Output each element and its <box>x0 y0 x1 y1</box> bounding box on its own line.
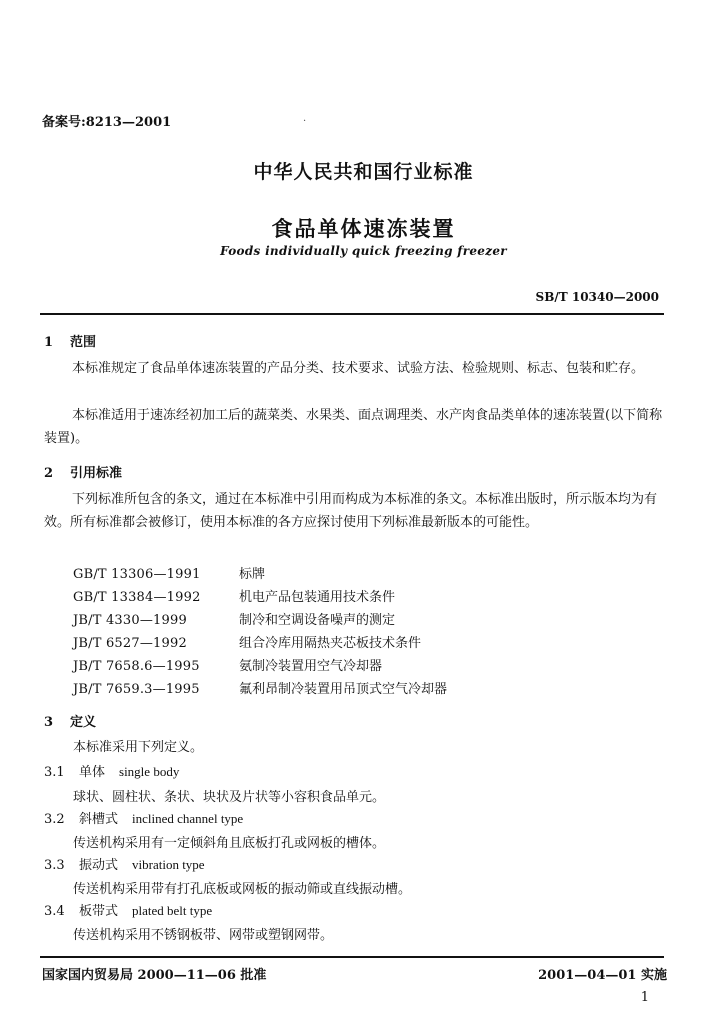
section-3-intro: 本标准采用下列定义。 <box>73 740 204 755</box>
reference-item: JB/T 6527—1992 组合冷库用隔热夹芯板技术条件 <box>73 636 422 651</box>
reference-item: JB/T 4330—1999 制冷和空调设备噪声的测定 <box>73 613 396 628</box>
definition-term: 3.1 单体 single body <box>44 764 180 780</box>
definition-body: 传送机构采用带有打孔底板或网板的振动筛或直线振动槽。 <box>73 882 412 897</box>
section-title: 范围 <box>70 335 97 350</box>
section-title: 定义 <box>70 715 97 730</box>
document-title-english: Foods individually quick freezing freezer <box>220 244 507 258</box>
document-title: 食品单体速冻装置 <box>271 216 456 241</box>
definition-term: 3.3 振动式 vibration type <box>44 857 205 873</box>
reference-item: GB/T 13384—1992 机电产品包装通用技术条件 <box>73 590 396 605</box>
definition-term: 3.2 斜槽式 inclined channel type <box>44 811 244 827</box>
definition-body: 球状、圆柱状、条状、块状及片状等小容积食品单元。 <box>73 790 386 805</box>
reference-item: JB/T 7658.6—1995 氨制冷装置用空气冷却器 <box>73 659 383 674</box>
definition-term: 3.4 板带式 plated belt type <box>44 903 213 919</box>
section-title: 引用标准 <box>70 466 123 481</box>
section-2-heading <box>44 462 122 481</box>
section-3-heading <box>44 711 96 730</box>
standard-code: SB/T 10340—2000 <box>535 290 659 304</box>
reference-item: JB/T 7659.3—1995 氟利昂制冷装置用吊顶式空气冷却器 <box>73 682 448 697</box>
section-1-paragraph-2: 本标准适用于速冻经初加工后的蔬菜类、水果类、面点调理类、水产肉食品类单体的速冻装置(以下简称装置)。 <box>44 408 663 446</box>
bottom-rule <box>40 956 664 958</box>
definition-body: 传送机构采用不锈钢板带、网带或塑钢网带。 <box>73 928 334 943</box>
approval-line: 国家国内贸易局 2000—11—06 批准 <box>42 968 267 983</box>
section-number: 3 <box>44 715 54 730</box>
implementation-date: 2001—04—01 实施 <box>538 968 667 983</box>
section-number: 2 <box>44 466 54 481</box>
record-number: 备案号:8213—2001 <box>42 115 172 130</box>
issuing-organization: 中华人民共和国行业标准 <box>253 161 474 183</box>
section-2-paragraph: 下列标准所包含的条文，通过在本标准中引用而构成为本标准的条文。本标准出版时，所示版本均为有效。所有标准都会被修订，使用本标准的各方应探讨使用下列标准最新版本的可能性。 <box>44 492 658 530</box>
top-rule <box>40 313 664 315</box>
section-1-paragraph-1: 本标准规定了食品单体速冻装置的产品分类、技术要求、试验方法、检验规则、标志、包装和贮存。 <box>72 361 645 376</box>
definition-body: 传送机构采用有一定倾斜角且底板打孔或网板的槽体。 <box>73 836 386 851</box>
section-1-heading <box>44 331 96 350</box>
page-number: 1 <box>640 990 649 1005</box>
reference-item: GB/T 13306—1991 标牌 <box>73 567 266 582</box>
dot-mark: · <box>303 116 307 127</box>
section-number: 1 <box>44 335 54 350</box>
